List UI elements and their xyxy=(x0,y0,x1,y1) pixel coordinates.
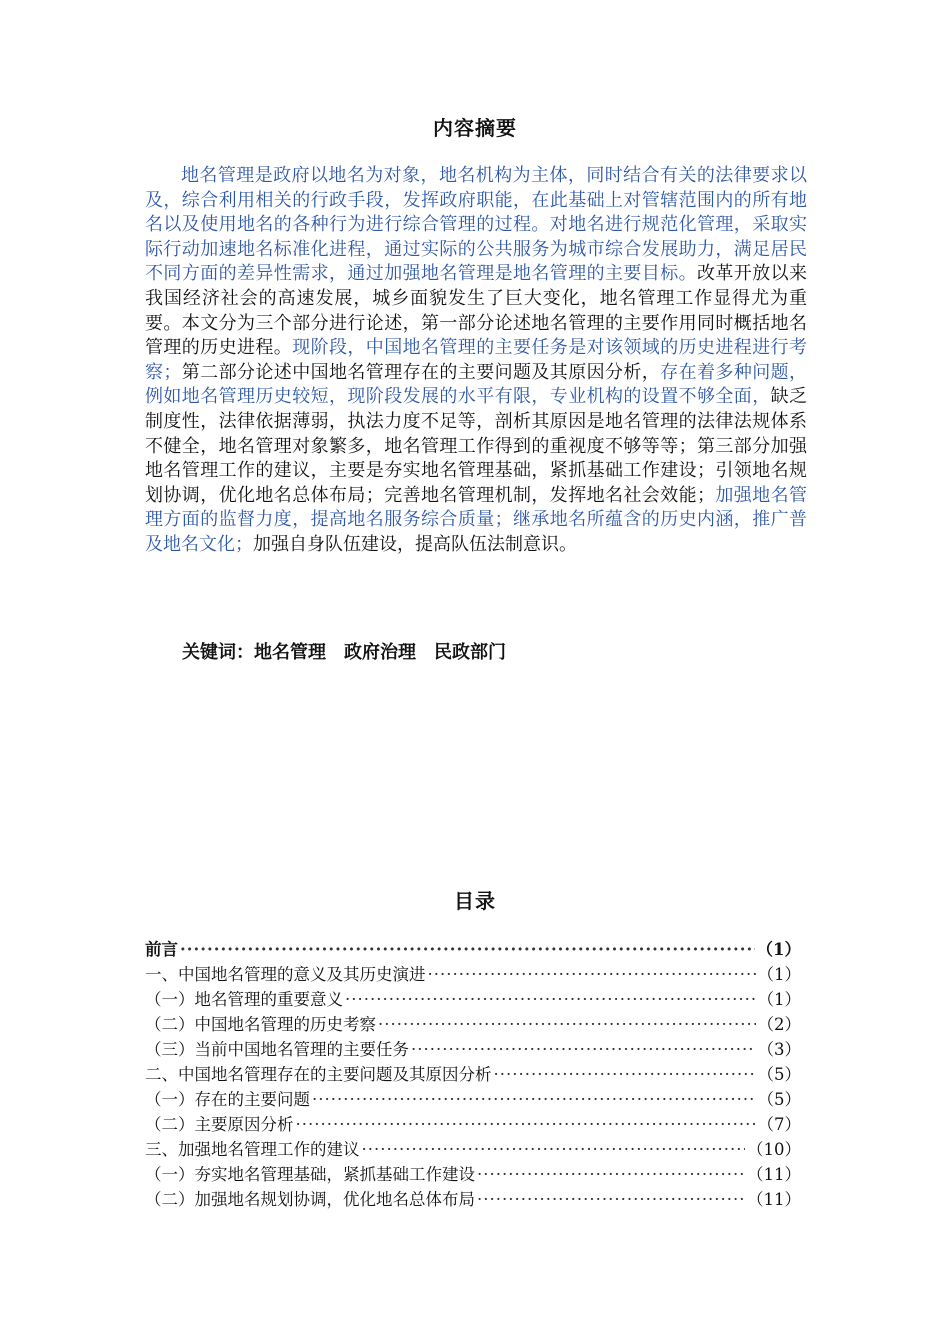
toc-entry-label: （一）地名管理的重要意义 xyxy=(145,990,343,1009)
toc-entry-label: 三、加强地名管理工作的建议 xyxy=(145,1140,360,1159)
toc-entry-page: （7） xyxy=(757,1115,801,1134)
abstract-segment: 现阶段，中国地名管理的主要任务是对该领域的历史进程进行考察； xyxy=(145,337,808,383)
toc-entry[interactable] xyxy=(145,986,801,1011)
toc-leader-dots xyxy=(378,1015,756,1034)
toc-entry[interactable] xyxy=(145,1036,801,1061)
toc-leader-dots xyxy=(296,1115,756,1134)
toc-entry-label: （二）主要原因分析 xyxy=(145,1115,294,1134)
toc-entry[interactable] xyxy=(145,1061,801,1086)
toc-leader-dots xyxy=(428,965,756,984)
toc-entry-label: （一）存在的主要问题 xyxy=(145,1090,310,1109)
keywords-line: 关键词：地名管理 政府治理 民政部门 xyxy=(182,642,506,663)
abstract-segment: 缺乏制度性，法律依据薄弱，执法力度不足等，剖析其原因是地名管理的法律法规体系不健全，地名管理对象繁多，地名管理工作得到的重视度不够等等；第三部分加强地名管理工作的建议，主要是夯实地名管理基础，紧抓基础工作建设；引领地名规划协调，优化地名总体布局；完善地名管理机制，发挥地名社会效能； xyxy=(145,386,808,506)
toc-entry-label: 二、中国地名管理存在的主要问题及其原因分析 xyxy=(145,1065,492,1084)
toc-entry-page: （11） xyxy=(747,1165,801,1184)
toc-leader-dots xyxy=(477,1190,745,1209)
abstract-segment: 第二部分论述中国地名管理存在的主要问题及其原因分析， xyxy=(181,361,661,383)
abstract-segment: 加强自身队伍建设，提高队伍法制意识。 xyxy=(253,533,577,555)
toc-entry[interactable] xyxy=(145,936,801,961)
table-of-contents xyxy=(145,936,801,1211)
toc-title: 目录 xyxy=(454,889,496,913)
toc-entry-page: （1） xyxy=(756,940,801,959)
toc-entry-page: （11） xyxy=(747,1190,801,1209)
toc-entry-page: （1） xyxy=(757,990,801,1009)
toc-leader-dots xyxy=(411,1040,756,1059)
toc-entry[interactable] xyxy=(145,1186,801,1211)
toc-entry[interactable] xyxy=(145,1136,801,1161)
abstract-segment: 改革开放以来我国经济社会的高速发展，城乡面貌发生了巨大变化，地名管理工作显得尤为重要。本文分为三个部分进行论述，第一部分论述地名管理的主要作用同时概括地名管理的历史进程。 xyxy=(145,263,807,359)
toc-leader-dots xyxy=(477,1165,745,1184)
toc-leader-dots xyxy=(345,990,756,1009)
toc-leader-dots xyxy=(494,1065,756,1084)
abstract-title: 内容摘要 xyxy=(433,116,517,140)
toc-entry-page: （1） xyxy=(757,965,801,984)
toc-entry-label: 前言 xyxy=(145,940,178,959)
abstract-segment: 加强地名管理方面的监督力度，提高地名服务综合质量；继承地名所蕴含的历史内涵，推广普及地名文化； xyxy=(145,484,807,555)
toc-entry[interactable] xyxy=(145,1111,801,1136)
toc-entry-page: （3） xyxy=(757,1040,801,1059)
abstract-segment: 存在着多种问题，例如地名管理历史较短，现阶段发展的水平有限，专业机构的设置不够全面， xyxy=(145,361,808,408)
toc-entry[interactable] xyxy=(145,1011,801,1036)
toc-leader-dots xyxy=(312,1090,756,1109)
toc-entry-label: 一、中国地名管理的意义及其历史演进 xyxy=(145,965,426,984)
toc-leader-dots xyxy=(180,940,755,959)
toc-entry-page: （5） xyxy=(757,1090,801,1109)
toc-entry[interactable] xyxy=(145,1161,801,1186)
toc-entry-label: （一）夯实地名管理基础，紧抓基础工作建设 xyxy=(145,1165,475,1184)
toc-entry[interactable] xyxy=(145,961,801,986)
toc-entry-page: （5） xyxy=(757,1065,801,1084)
toc-entry-page: （10） xyxy=(747,1140,801,1159)
abstract-segment: 地名管理是政府以地名为对象，地名机构为主体，同时结合有关的法律要求以及，综合利用相关的行政手段，发挥政府职能，在此基础上对管辖范围内的所有地名以及使用地名的各种行为进行综合管理的过程。对地名进行规范化管理，采取实际行动加速地名标准化进程，通过实际的公共服务为城市综合发展助力，满足居民不同方面的差异性需求，通过加强地名管理是地名管理的主要目标。 xyxy=(145,165,807,285)
toc-entry-label: （二）中国地名管理的历史考察 xyxy=(145,1015,376,1034)
abstract-body xyxy=(145,164,807,558)
toc-entry-page: （2） xyxy=(757,1015,801,1034)
toc-entry-label: （三）当前中国地名管理的主要任务 xyxy=(145,1040,409,1059)
toc-entry[interactable] xyxy=(145,1086,801,1111)
toc-entry-label: （二）加强地名规划协调，优化地名总体布局 xyxy=(145,1190,475,1209)
toc-leader-dots xyxy=(362,1140,746,1159)
